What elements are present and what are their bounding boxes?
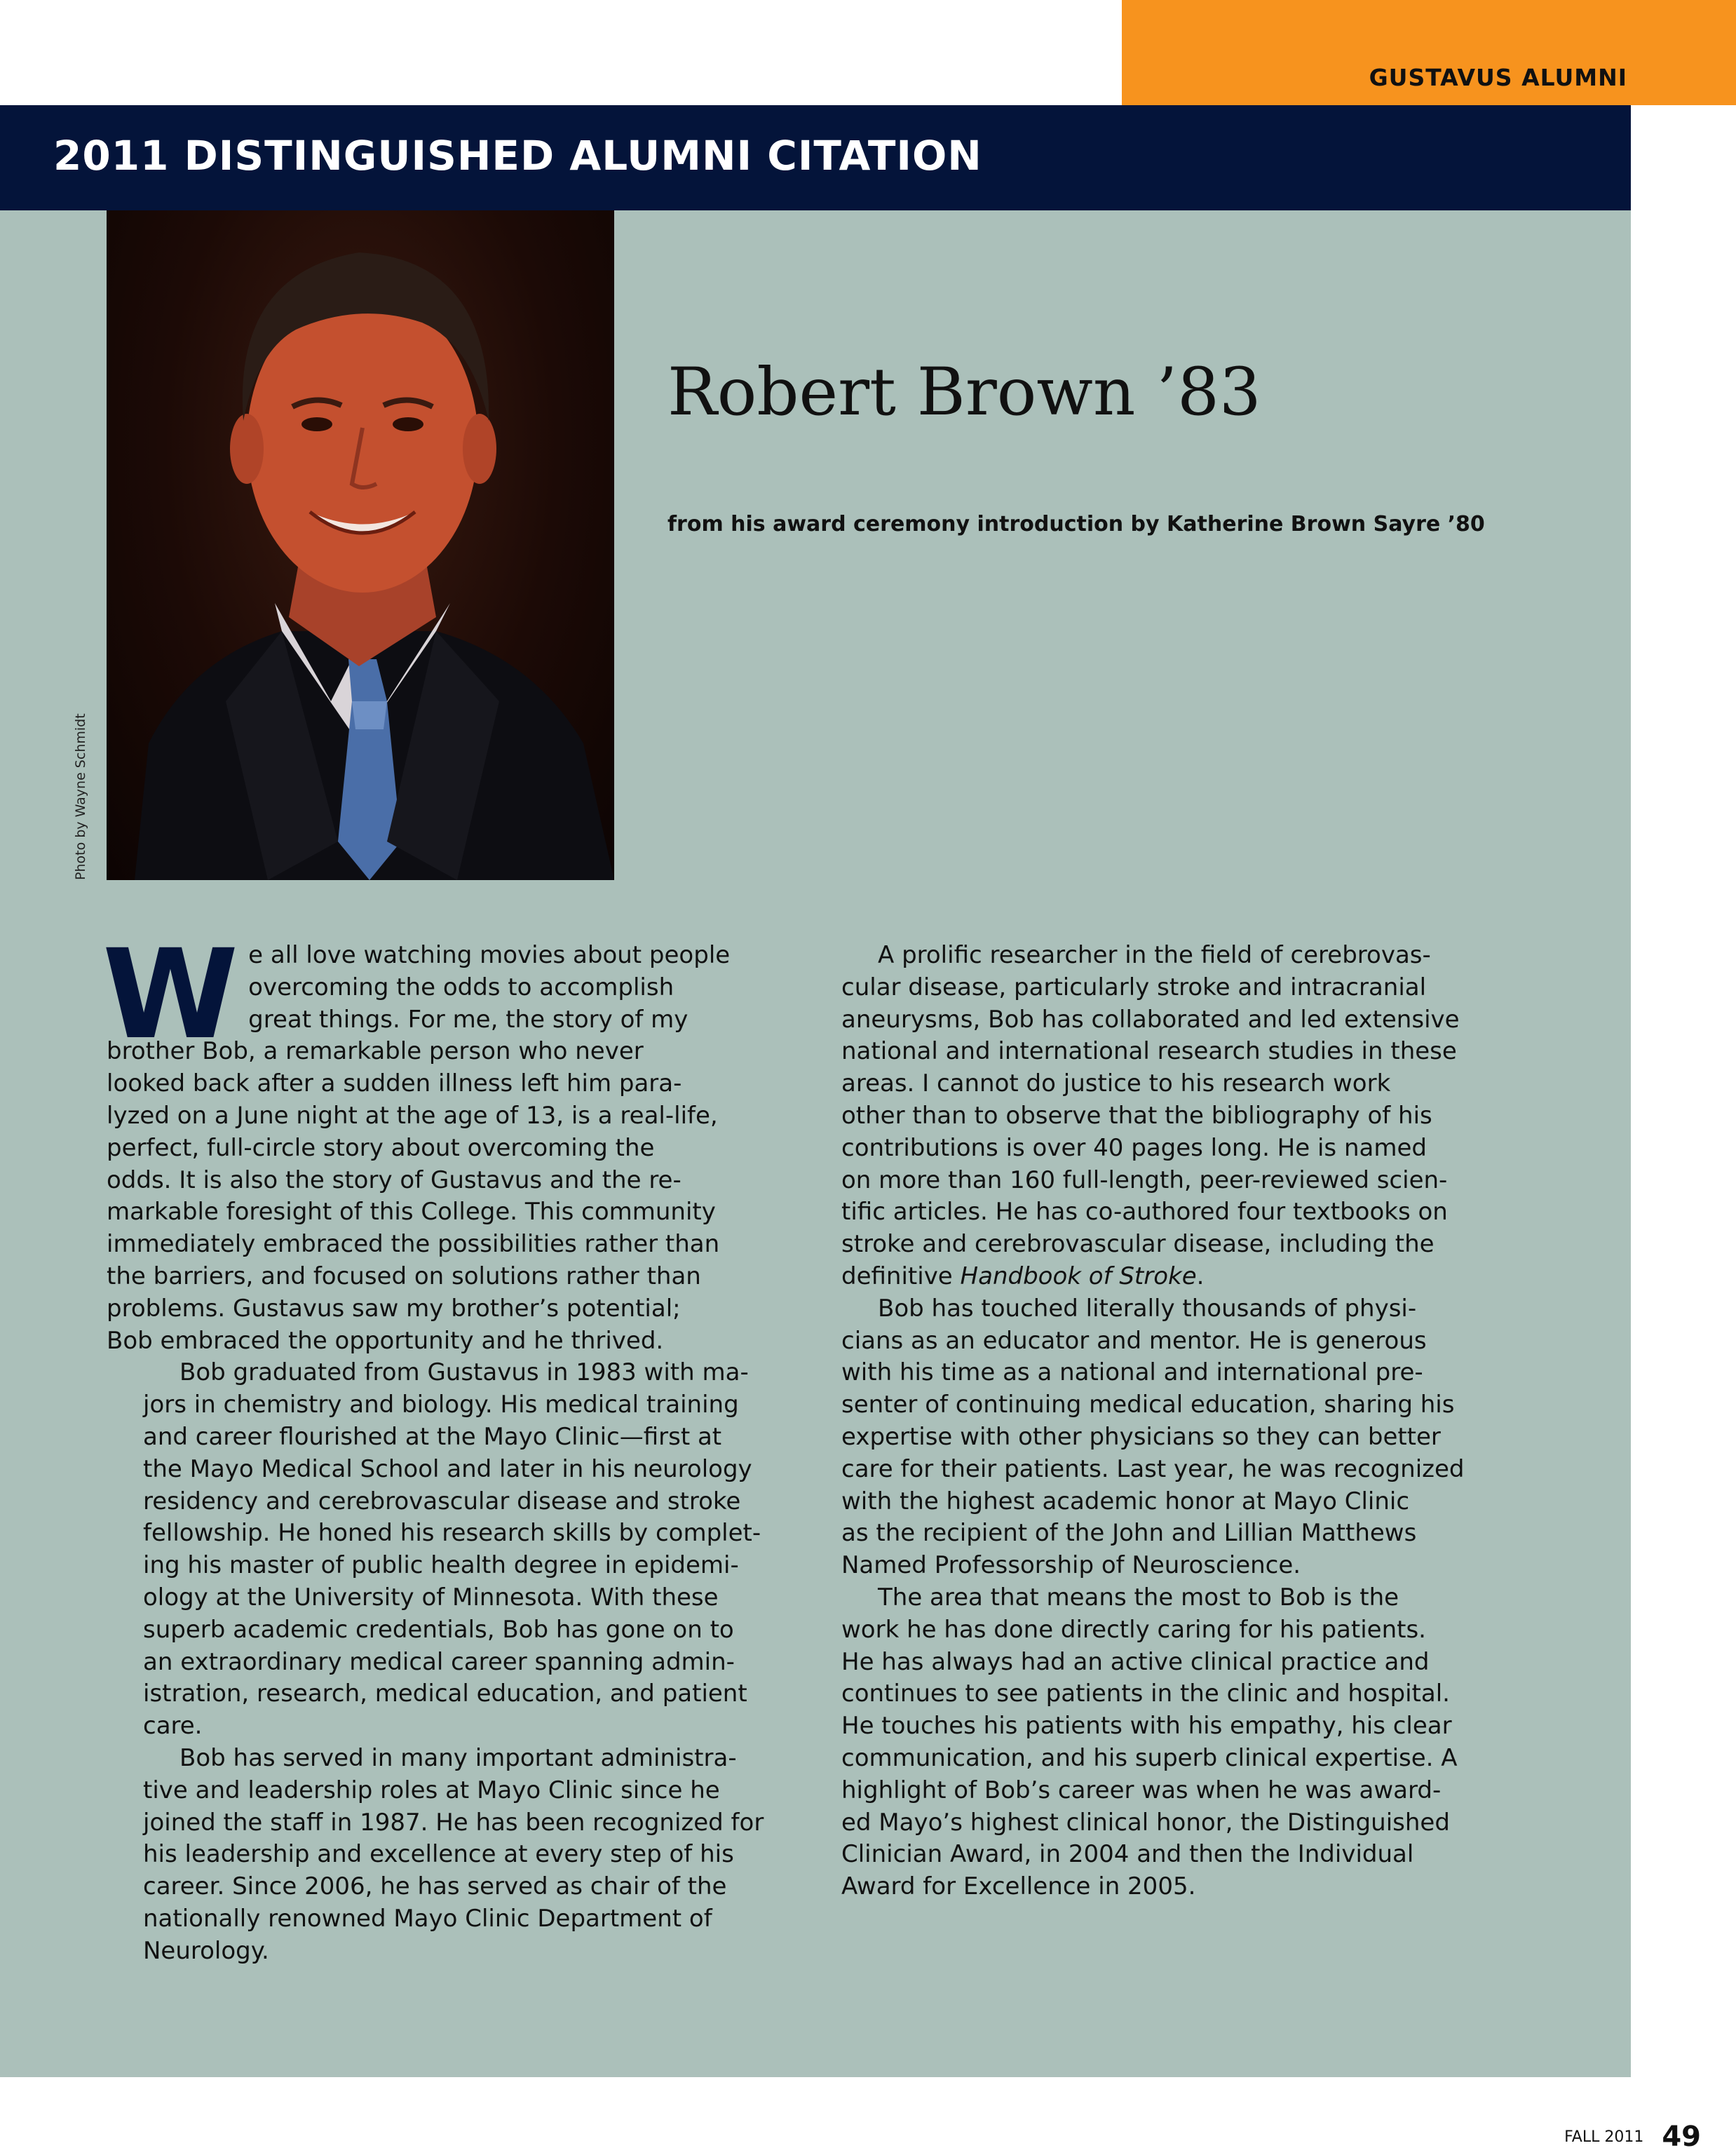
paragraph-2	[107, 1357, 801, 1743]
text-line: with his time as a national and international pre-	[841, 1358, 1423, 1387]
text-line: stroke and cerebrovascular disease, including the	[841, 1230, 1435, 1259]
section-label: GUSTAVUS ALUMNI	[1369, 64, 1627, 91]
text-line: aneurysms, Bob has collaborated and led extensive	[841, 1005, 1460, 1034]
text-line: Bob has served in many important administra-	[179, 1743, 737, 1772]
text-line: e all love watching movies about people	[248, 941, 731, 969]
text-line: istration, research, medical education, and patient	[143, 1680, 747, 1708]
paragraph-5	[841, 1293, 1542, 1582]
text-line: The area that means the most to Bob is the	[878, 1583, 1399, 1612]
text-line: care.	[143, 1712, 203, 1741]
text-line: work he has done directly caring for his patients.	[841, 1615, 1426, 1644]
text-line: Clinician Award, in 2004 and then the Individual	[841, 1840, 1414, 1869]
text-line: problems. Gustavus saw my brother’s potential;	[107, 1294, 681, 1323]
text-line: communication, and his superb clinical expertise. A	[841, 1743, 1458, 1772]
text-line: immediately embraced the possibilities rather than	[107, 1230, 720, 1259]
byline: from his award ceremony introduction by Katherine Brown Sayre ’80	[667, 512, 1485, 536]
text-line: ing his master of public health degree in epidemi-	[143, 1551, 739, 1580]
text-line: expertise with other physicians so they can better	[841, 1422, 1441, 1451]
text-line: senter of continuing medical education, sharing his	[841, 1391, 1455, 1419]
text-line: Bob embraced the opportunity and he thrived.	[107, 1326, 664, 1355]
text-line: He touches his patients with his empathy, his clear	[841, 1712, 1452, 1741]
text-line: looked back after a sudden illness left him para-	[107, 1069, 682, 1098]
text-line: an extraordinary medical career spanning admin-	[143, 1647, 735, 1676]
text-line: jors in chemistry and biology. His medical training	[143, 1391, 739, 1419]
text-line: lyzed on a June night at the age of 13, is a real-life,	[107, 1101, 718, 1130]
text-line: Award for Excellence in 2005.	[841, 1872, 1196, 1901]
left-column	[102, 923, 801, 1968]
text-line: tific articles. He has co-authored four textbooks on	[841, 1198, 1448, 1227]
text-line: Neurology.	[143, 1936, 269, 1965]
portrait-photo	[107, 210, 614, 880]
text-line: He has always had an active clinical practice and	[841, 1647, 1430, 1676]
paragraph-3	[107, 1743, 801, 1968]
page-number: 49	[1662, 2121, 1701, 2153]
paragraph-4	[841, 940, 1542, 1293]
section-tab	[1122, 0, 1736, 105]
title-banner	[0, 105, 1631, 210]
text-line: nationally renowned Mayo Clinic Department of	[143, 1904, 712, 1933]
right-column	[841, 940, 1542, 1903]
honoree-name: Robert Brown ’83	[667, 354, 1261, 431]
paragraph-6	[841, 1582, 1542, 1903]
text-line: overcoming the odds to accomplish	[248, 973, 674, 1001]
text-line: ology at the University of Minnesota. With these	[143, 1583, 719, 1612]
text-line	[841, 1261, 1542, 1293]
drop-cap: W	[102, 923, 239, 1067]
text-line: and career flourished at the Mayo Clinic—first at	[143, 1422, 722, 1451]
text-line: residency and cerebrovascular disease and stroke	[143, 1487, 741, 1515]
text-line: contributions is over 40 pages long. He is named	[841, 1133, 1427, 1162]
text-line: markable foresight of this College. This community	[107, 1198, 716, 1227]
text-fragment: definitive	[841, 1262, 961, 1290]
text-line: as the recipient of the John and Lillian Matthews	[841, 1519, 1417, 1548]
paragraph-1	[102, 923, 801, 1357]
text-line: highlight of Bob’s career was when he was award-	[841, 1776, 1442, 1804]
text-line: brother Bob, a remarkable person who never	[107, 1037, 644, 1066]
text-line: odds. It is also the story of Gustavus and the re-	[107, 1166, 681, 1194]
text-line: care for their patients. Last year, he was recognized	[841, 1454, 1465, 1483]
text-line: with the highest academic honor at Mayo Clinic	[841, 1487, 1410, 1515]
text-line: national and international research studies in these	[841, 1037, 1457, 1066]
text-line: continues to see patients in the clinic and hospital.	[841, 1680, 1450, 1708]
book-title: Handbook of Stroke	[960, 1262, 1197, 1290]
text-line: Bob graduated from Gustavus in 1983 with ma-	[179, 1358, 749, 1387]
text-line: tive and leadership roles at Mayo Clinic since he	[143, 1776, 720, 1804]
text-fragment: .	[1196, 1262, 1205, 1290]
text-line: the Mayo Medical School and later in his neurology	[143, 1454, 752, 1483]
text-line: great things. For me, the story of my	[248, 1005, 689, 1034]
text-line: the barriers, and focused on solutions rather than	[107, 1262, 701, 1290]
text-line: Bob has touched literally thousands of physi-	[878, 1294, 1417, 1323]
text-line: other than to observe that the bibliography of his	[841, 1101, 1432, 1130]
text-line: fellowship. He honed his research skills by complet-	[143, 1519, 761, 1548]
text-line: A prolific researcher in the field of cerebrovas-	[878, 941, 1431, 969]
text-line: his leadership and excellence at every step of his	[143, 1840, 734, 1869]
text-line: areas. I cannot do justice to his research work	[841, 1069, 1391, 1098]
text-line: on more than 160 full-length, peer-reviewed scien-	[841, 1166, 1448, 1194]
text-line: perfect, full-circle story about overcoming the	[107, 1133, 655, 1162]
banner-title: 2011 DISTINGUISHED ALUMNI CITATION	[53, 132, 982, 180]
photo-credit: Photo by Wayne Schmidt	[73, 713, 88, 880]
text-line: Named Professorship of Neuroscience.	[841, 1551, 1301, 1580]
text-line: cians as an educator and mentor. He is generous	[841, 1326, 1427, 1355]
text-line: cular disease, particularly stroke and intracranial	[841, 973, 1427, 1001]
text-line: career. Since 2006, he has served as chair of the	[143, 1872, 727, 1901]
page-folio	[1564, 2121, 1701, 2153]
text-line: ed Mayo’s highest clinical honor, the Distinguished	[841, 1808, 1450, 1837]
text-line: joined the staff in 1987. He has been recognized for	[143, 1808, 764, 1837]
issue-season: FALL 2011	[1564, 2128, 1644, 2146]
text-line: superb academic credentials, Bob has gone on to	[143, 1615, 734, 1644]
portrait-illustration	[107, 210, 614, 880]
